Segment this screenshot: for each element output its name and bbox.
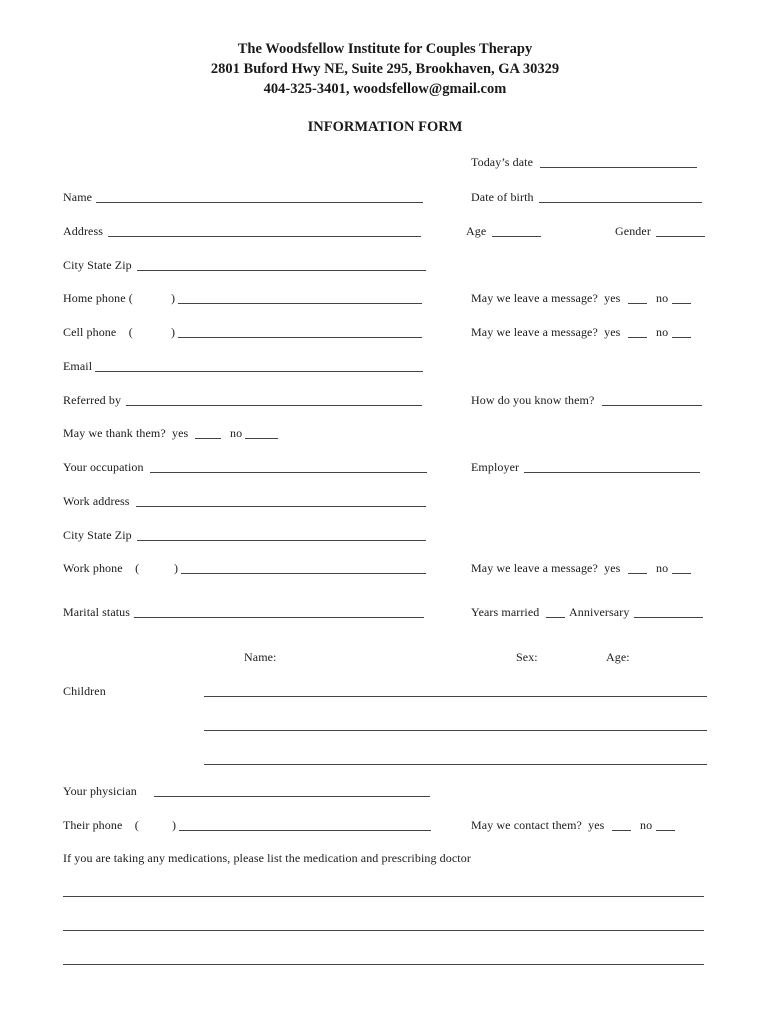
dob-field[interactable] (539, 202, 702, 203)
home-message-label: May we leave a message? yes (471, 291, 621, 305)
child-line-3[interactable] (204, 764, 707, 765)
referred-by-field[interactable] (126, 405, 422, 406)
work-phone-paren: ) (174, 561, 179, 575)
cell-phone-label: Cell phone ( (63, 325, 133, 339)
cell-message-label: May we leave a message? yes (471, 325, 621, 339)
age-field[interactable] (492, 236, 541, 237)
referred-by-label: Referred by (63, 393, 122, 407)
children-label: Children (63, 684, 106, 698)
may-thank-no[interactable] (245, 438, 278, 439)
their-phone-paren: ) (172, 818, 177, 832)
gender-label: Gender (615, 224, 651, 238)
city-state-zip-label: City State Zip (63, 258, 132, 272)
their-phone-label: Their phone ( (63, 818, 139, 832)
how-know-label: How do you know them? (471, 393, 595, 407)
marital-status-label: Marital status (63, 605, 131, 619)
address-field[interactable] (108, 236, 421, 237)
cell-message-no-label: no (656, 325, 669, 339)
org-address: 2801 Buford Hwy NE, Suite 295, Brookhaven, GA 30329 (210, 61, 560, 77)
work-message-no-label: no (656, 561, 669, 575)
email-field[interactable] (95, 371, 423, 372)
work-city-state-zip-field[interactable] (137, 540, 426, 541)
address-label: Address (63, 224, 104, 238)
todays-date-field[interactable] (540, 167, 697, 168)
cell-message-no[interactable] (672, 337, 691, 338)
may-contact-yes[interactable] (612, 830, 631, 831)
age-label: Age (466, 224, 487, 238)
may-thank-yes[interactable] (195, 438, 221, 439)
occupation-label: Your occupation (63, 460, 144, 474)
home-phone-label: Home phone ( (63, 291, 133, 305)
employer-field[interactable] (524, 472, 700, 473)
years-married-label: Years married (471, 605, 540, 619)
work-phone-label: Work phone ( (63, 561, 140, 575)
work-message-label: May we leave a message? yes (471, 561, 621, 575)
cell-phone-field[interactable] (178, 337, 422, 338)
how-know-field[interactable] (602, 405, 702, 406)
home-message-no[interactable] (672, 303, 691, 304)
city-state-zip-field[interactable] (137, 270, 426, 271)
gender-field[interactable] (656, 236, 705, 237)
may-thank-no-label: no (230, 426, 243, 440)
children-age-header: Age: (606, 650, 630, 664)
physician-label: Your physician (63, 784, 137, 798)
home-message-yes[interactable] (628, 303, 647, 304)
may-thank-label: May we thank them? yes (63, 426, 189, 440)
email-label: Email (63, 359, 93, 373)
cell-message-yes[interactable] (628, 337, 647, 338)
child-line-2[interactable] (204, 730, 707, 731)
home-phone-field[interactable] (178, 303, 422, 304)
name-field[interactable] (96, 202, 423, 203)
work-message-yes[interactable] (628, 573, 647, 574)
medication-line-1[interactable] (63, 896, 704, 897)
occupation-field[interactable] (150, 472, 427, 473)
form-title: INFORMATION FORM (307, 119, 463, 135)
medications-label: If you are taking any medications, please list the medication and prescribing doctor (63, 851, 471, 865)
their-phone-field[interactable] (179, 830, 431, 831)
work-address-label: Work address (63, 494, 130, 508)
may-contact-no[interactable] (656, 830, 675, 831)
may-contact-label: May we contact them? yes (471, 818, 605, 832)
name-label: Name (63, 190, 93, 204)
medication-line-3[interactable] (63, 964, 704, 965)
work-message-no[interactable] (672, 573, 691, 574)
work-phone-field[interactable] (181, 573, 426, 574)
org-name: The Woodsfellow Institute for Couples Therapy (237, 41, 533, 57)
may-contact-no-label: no (640, 818, 653, 832)
home-phone-paren: ) (171, 291, 176, 305)
children-name-header: Name: (244, 650, 277, 664)
employer-label: Employer (471, 460, 520, 474)
todays-date-label: Today’s date (471, 155, 534, 169)
anniversary-field[interactable] (634, 617, 703, 618)
years-married-field[interactable] (546, 617, 565, 618)
children-sex-header: Sex: (516, 650, 538, 664)
work-city-state-zip-label: City State Zip (63, 528, 132, 542)
org-contact: 404-325-3401, woodsfellow@gmail.com (263, 81, 507, 97)
medication-line-2[interactable] (63, 930, 704, 931)
work-address-field[interactable] (136, 506, 426, 507)
dob-label: Date of birth (471, 190, 534, 204)
physician-field[interactable] (154, 796, 430, 797)
anniversary-label: Anniversary (569, 605, 630, 619)
marital-status-field[interactable] (134, 617, 424, 618)
cell-phone-paren: ) (171, 325, 176, 339)
home-message-no-label: no (656, 291, 669, 305)
child-line-1[interactable] (204, 696, 707, 697)
